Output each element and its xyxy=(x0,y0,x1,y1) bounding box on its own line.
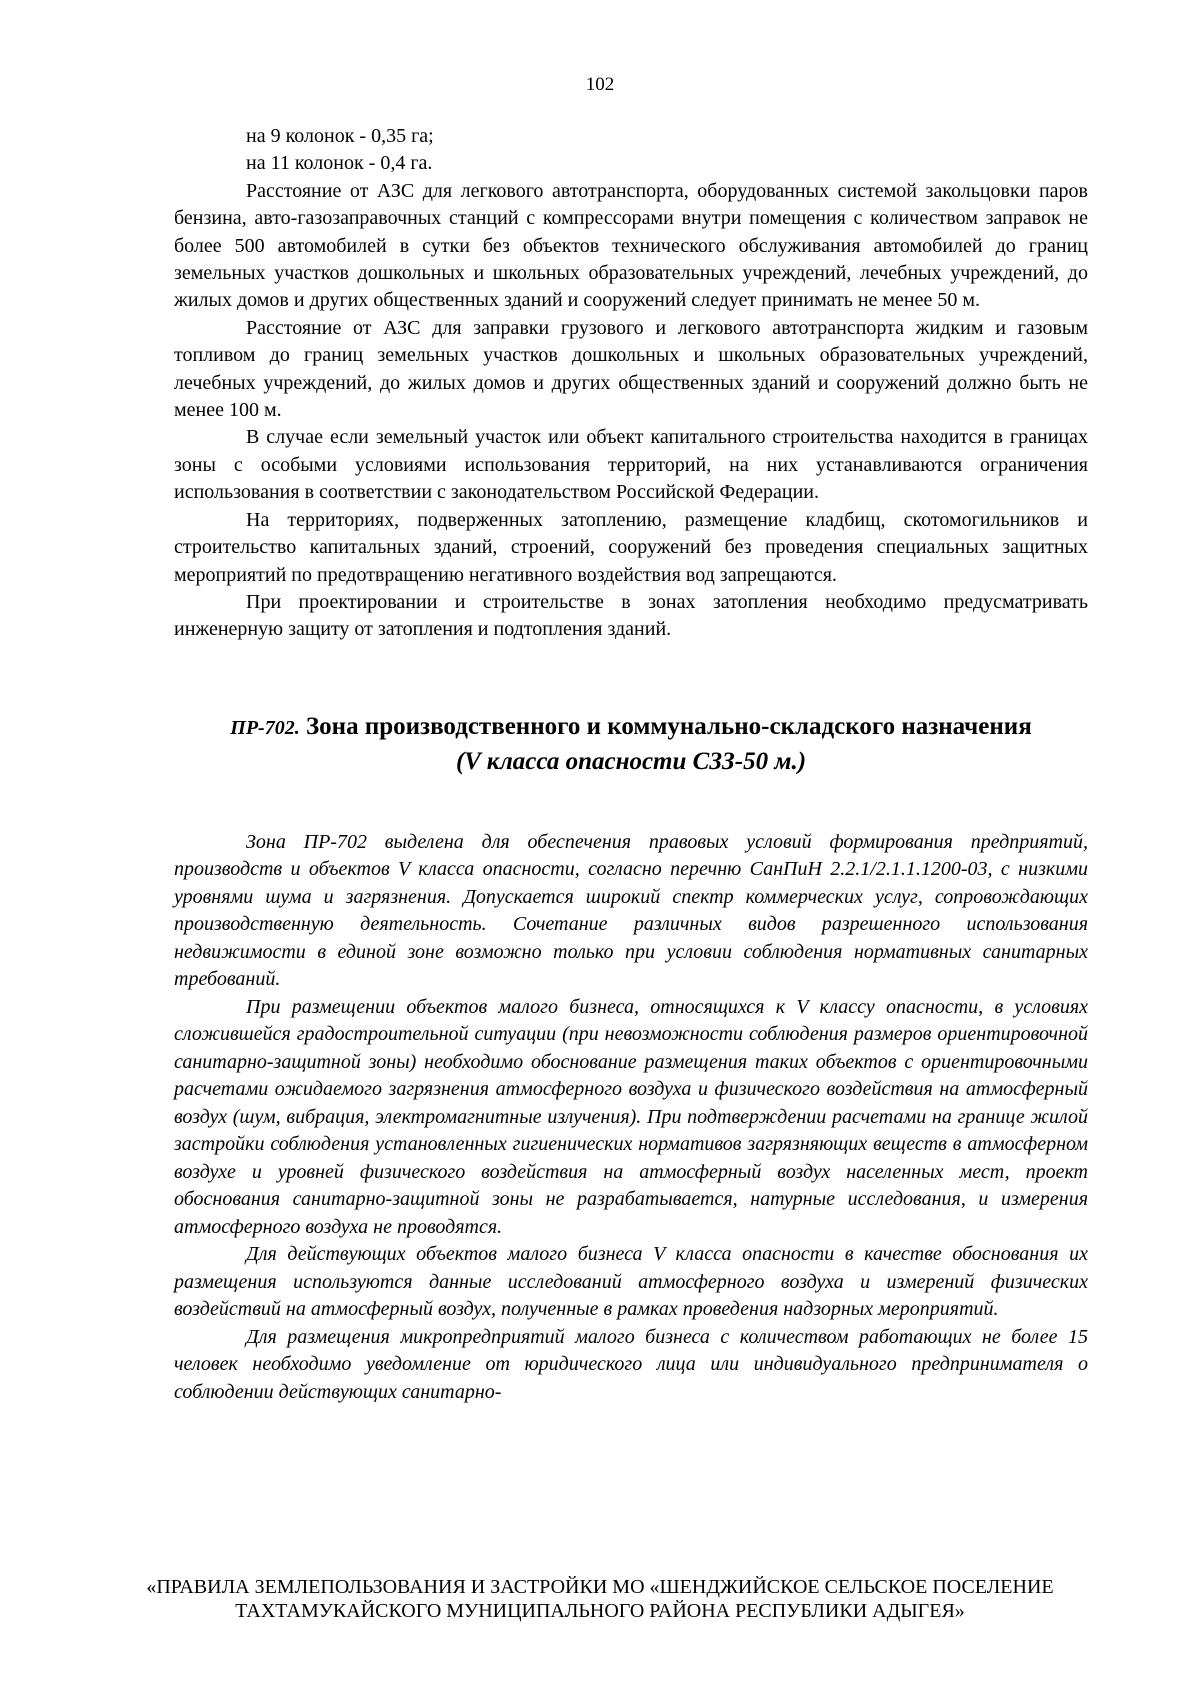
paragraph: Для размещения микропредприятий малого бизнеса с количеством работающих не более 15 человек необходимо уведомление от юридического лица или индивидуального предпринимателя о соблюдении действующих санитарно- xyxy=(174,1325,1088,1403)
footer-line-2: ТАХТАМУКАЙСКОГО МУНИЦИПАЛЬНОГО РАЙОНА РЕСПУБЛИКИ АДЫГЕЯ» xyxy=(235,1600,965,1622)
page-number: 102 xyxy=(585,74,615,95)
paragraph: При размещении объектов малого бизнеса, относящихся к V классу опасности, в условиях сложившейся градостроительной ситуации (при невозможности соблюдения размеров ориентировочной санитарно-защитной зоны) необходимо обоснование размещения таких объектов с ориентировочными расчетами ожидаемого загрязнения атмосферного воздуха и физического воздействия на атмосферный воздух (шум, вибрация, электромагнитные излучения). При подтверждении расчетами на границе жилой застройки соблюдения установленных гигиенических нормативов загрязняющих веществ в атмосферном воздухе и уровней физического воздействия на атмосферный воздух населенных мест, проект обоснования санитарно-защитной зоны не разрабатывается, натурные исследования, и измерения атмосферного воздуха не проводятся. xyxy=(174,995,1088,1238)
paragraph: Для действующих объектов малого бизнеса V класса опасности в качестве обоснования их размещения используются данные исследований атмосферного воздуха и измерений физических воздействий на атмосферный воздух, полученные в рамках проведения надзорных мероприятий. xyxy=(174,1243,1088,1321)
zone-title: Зона производственного и коммунально-складского назначения xyxy=(305,712,1032,740)
paragraph: Расстояние от АЗС для легкового автотранспорта, оборудованных системой закольцовки паров бензина, авто-газозаправочных станций с компрессорами внутри помещения с количеством заправок не более 500 автомобилей в сутки без объектов технического обслуживания автомобилей до границ земельных участков дошкольных и школьных образовательных учреждений, лечебных учреждений, до жилых домов и других общественных зданий и сооружений следует принимать не менее 50 м. xyxy=(174,179,1088,312)
paragraph: на 9 колонок - 0,35 га; xyxy=(246,125,434,147)
section-heading xyxy=(174,710,1088,779)
paragraph: Расстояние от АЗС для заправки грузового и легкового автотранспорта жидким и газовым топливом до границ земельных участков дошкольных и школьных образовательных учреждений, лечебных учреждений, до жилых домов и других общественных зданий и сооружений должно быть не менее 100 м. xyxy=(174,316,1088,422)
paragraph: На территориях, подверженных затоплению, размещение кладбищ, скотомогильников и строительство капитальных зданий, строений, сооружений без проведения специальных защитных мероприятий по предотвращению негативного воздействия вод запрещаются. xyxy=(174,508,1088,586)
paragraph: При проектировании и строительстве в зонах затопления необходимо предусматривать инженерную защиту от затопления и подтопления зданий. xyxy=(174,590,1088,641)
footer-line-1: «ПРАВИЛА ЗЕМЛЕПОЛЬЗОВАНИЯ И ЗАСТРОЙКИ МО «ШЕНДЖИЙСКОЕ СЕЛЬСКОЕ ПОСЕЛЕНИЕ xyxy=(146,1576,1054,1598)
paragraph: Зона ПР-702 выделена для обеспечения правовых условий формирования предприятий, производств и объектов V класса опасности, согласно перечню СанПиН 2.2.1/2.1.1.1200-03, с низкими уровнями шума и загрязнения. Допускается широкий спектр коммерческих услуг, сопровождающих производственную деятельность. Сочетание различных видов разрешенного использования недвижимости в единой зоне возможно только при условии соблюдения нормативных санитарных требований. xyxy=(174,830,1088,991)
page-footer xyxy=(0,1575,1200,1623)
zone-description xyxy=(174,829,1088,1407)
paragraph: В случае если земельный участок или объект капитального строительства находится в границах зоны с особыми условиями использования территорий, на них устанавливаются ограничения использования в соответствии с законодательством Российской Федерации. xyxy=(174,426,1088,504)
paragraph: на 11 колонок - 0,4 га. xyxy=(246,152,433,175)
zone-code: ПР-702. xyxy=(230,716,300,739)
zone-hazard-class: (V класса опасности СЗЗ-50 м.) xyxy=(455,747,807,775)
page-body xyxy=(174,123,1088,1406)
